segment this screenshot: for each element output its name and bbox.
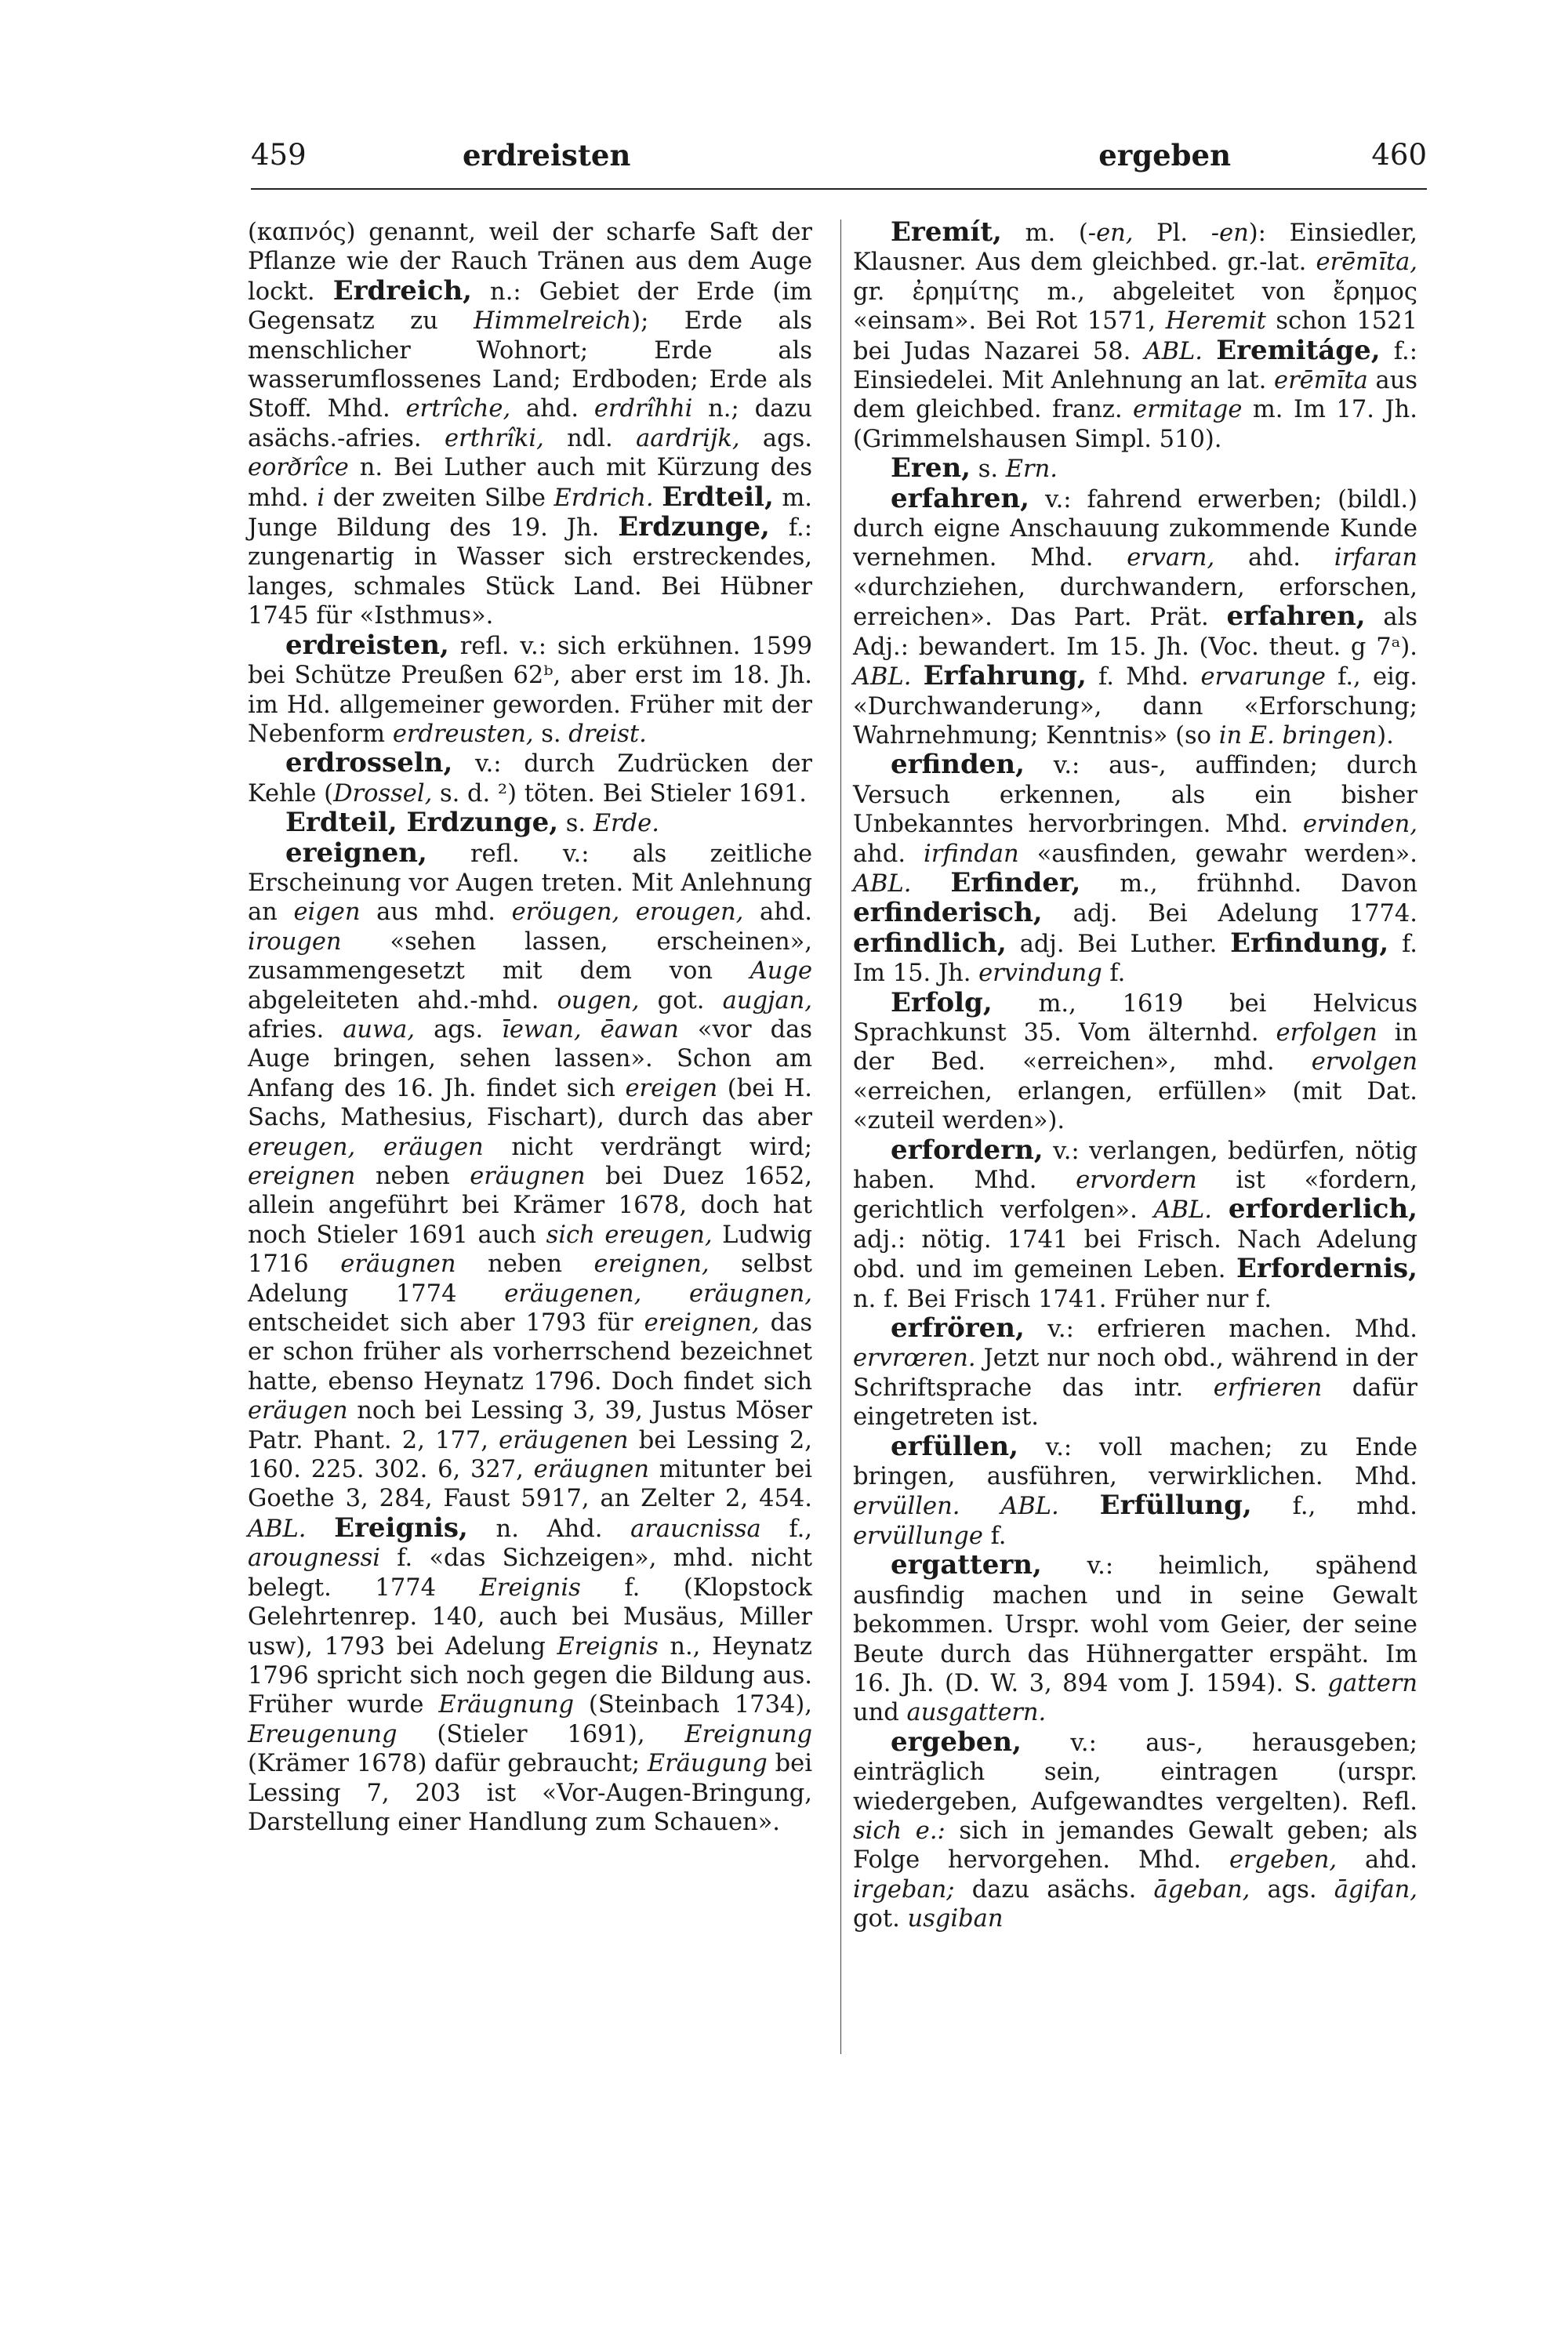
text-run: f., eig. «Durchwanderung», dann «Erforschung; Wahrnehmung; Kenntnis» (so [853,663,1417,750]
italic-run: eröugen, erougen, [511,898,744,927]
italic-run: Heremit [1165,307,1266,336]
headword: Erfinder, [950,866,1081,898]
italic-run: erfolgen [1276,1018,1377,1047]
text-run: n., Heynatz 1796 spricht sich noch gegen die Bildung aus. Früher wurde [248,1632,812,1719]
italic-run: eräugenen, eräugnen, [504,1279,812,1308]
text-run: neben [456,1250,594,1279]
left-column [248,218,812,1837]
text-run: «vor das Auge bringen, sehen lassen». Schon am Anfang des 16. Jh. findet sich [248,1015,813,1102]
italic-run: āgeban, [1153,1875,1250,1904]
column-divider [840,220,841,2054]
italic-run: erēmīta [1274,367,1368,395]
right-column [853,218,1417,1934]
text-run [1212,1196,1229,1224]
text-run: v.: durch Zudrücken der Kehle ( [248,750,812,808]
italic-run: erthrîki, [444,424,544,452]
italic-run: ervarunge [1200,663,1326,691]
text-run: ist «fordern, gerichtlich verfolgen». [853,1167,1417,1225]
entry-paragraph [853,218,1417,454]
italic-run: ervindung [978,960,1102,988]
text-run: ahd. [853,840,924,868]
italic-run: irgeban; [853,1875,955,1904]
italic-run: ABL. [1153,1196,1212,1225]
text-run: ): Einsiedler, Klausner. Aus dem gleichbed. gr.-lat. [853,220,1417,277]
text-run: got. [853,1905,908,1933]
text-run: v.: voll machen; zu Ende bringen, ausführen, verwirklichen. Mhd. [853,1433,1417,1491]
text-run: «durchziehen, durchwandern, erforschen, erreichen». Das Part. Prät. [853,573,1417,632]
headword: Eren, [891,452,971,485]
italic-run: ABL. [853,663,912,691]
italic-run: ervinden, [1302,811,1417,839]
text-run: bei Duez 1652, allein angeführt bei Krämer 1678, doch hat noch Stieler 1691 auch [248,1163,812,1249]
italic-run: ereigen [625,1074,718,1102]
italic-run: ervüllunge [853,1522,983,1550]
italic-run: Ern. [1005,456,1058,484]
page-number-right: 460 [1371,138,1427,172]
text-run: m. ( [1001,220,1088,247]
text-run: und [853,1699,907,1727]
text-run: entscheidet sich aber 1793 für [248,1309,644,1338]
text-run: f.: zungenartig in Wasser sich erstreckendes, langes, schmales Stück Land. Bei Hübner 1745 für «Isthmus». [248,514,812,630]
italic-run: ervrœren. [853,1345,976,1373]
text-run: bei Lessing 2, 160. 225. 302. 6, 327, [248,1426,812,1484]
text-run: f. [982,1522,1007,1550]
headword: Eremitáge, [1216,334,1381,366]
entry-paragraph [853,1314,1417,1432]
italic-run: ervolgen [1311,1048,1417,1076]
text-run: bei Lessing 7, 203 ist «Vor-Augen-Bringung, Darstellung einer Handlung zum Schauen». [248,1750,812,1836]
text-run: Pl. [1133,220,1211,247]
text-run: v.: erfrieren machen. Mhd. [1024,1316,1417,1344]
text-run: f. (Klopstock Gelehrtenrep. 140, auch bei Musäus, Miller usw), 1793 bei Adelung [248,1573,812,1661]
text-run: n.: Gebiet der Erde (im Gegensatz zu [248,278,812,336]
italic-run: ermitage [1133,396,1243,424]
italic-run: in E. bringen [1218,721,1377,750]
italic-run: -en, [1087,220,1134,247]
italic-run: sich ereugen, [546,1221,713,1249]
entry-paragraph [248,749,812,808]
italic-run: eorðrîce [248,454,349,482]
italic-run: irfaran [1334,544,1417,572]
italic-run: eräugnen [533,1456,649,1484]
text-run [911,870,950,898]
italic-run: Ereignis [557,1632,659,1661]
text-run: (Steinbach 1734), [574,1691,812,1719]
text-run: v.: verlangen, bedürfen, nötig haben. Mhd. [853,1137,1417,1194]
italic-run: ervüllen. [853,1493,960,1521]
text-run: «sehen lassen, erscheinen», zusammengesetzt mit dem von [248,927,812,985]
text-run: selbst Adelung 1774 [248,1250,812,1308]
headword: Erfahrung, [923,660,1087,692]
text-run: «ausfinden, gewahr werden». [1018,840,1417,868]
headword: erforderlich, [1228,1193,1417,1225]
text-run: dafür eingetreten ist. [853,1374,1417,1432]
italic-run: Himmelreich [474,307,632,336]
text-run: s. [558,810,593,838]
headword: erfüllen, [891,1430,1018,1462]
entry-paragraph [248,218,812,631]
italic-run: Ereugenung [248,1720,397,1748]
italic-run: usgiban [907,1905,1004,1933]
text-run: got. [639,986,723,1014]
italic-run: ereignen [248,1163,356,1190]
text-run: ahd. [1214,544,1334,572]
headword: Erdteil, [662,481,774,513]
headword: Erfordernis, [1236,1253,1417,1285]
italic-run: i [317,484,325,512]
text-run: (Krämer 1678) dafür gebraucht; [248,1750,648,1778]
italic-run: araucnissa [630,1515,761,1543]
text-run: das er schon früher als vorherrschend bezeichnet hatte, ebenso Heynatz 1796. Doch findet sich [248,1309,812,1396]
text-run: aus mhd. [360,898,512,927]
page-number-left: 459 [251,138,307,172]
text-run: adj.: nötig. 1741 bei Frisch. Nach Adelung obd. und im gemeinen Leben. [853,1225,1417,1284]
text-run: f. [1102,960,1126,988]
headword: Erfüllung, [1099,1490,1252,1522]
italic-run: auwa, [343,1015,416,1044]
italic-run: Auge [750,957,812,985]
text-run: ); Erde als menschlicher Wohnort; Erde als wasserumflossenes Land; Erdboden; Erde als Stoff. Mhd. [248,307,812,423]
text-run: adj. Bei Adelung 1774. [1042,900,1417,928]
entry-paragraph [248,839,812,1838]
italic-run: ABL. [1000,1493,1059,1521]
italic-run: eräugnen [470,1163,586,1190]
italic-run: ausgattern. [906,1699,1047,1727]
text-run: s. [971,456,1006,484]
text-run: dazu asächs. [954,1875,1154,1904]
text-run: v.: fahrend erwerben; (bildl.) durch eigne Anschauung zukommende Kunde vernehmen. Mhd. [853,485,1417,572]
italic-run: īewan, ēawan [502,1015,679,1044]
italic-run: ervarn, [1127,544,1215,572]
text-run: noch bei Lessing 3, 39, Justus Möser Patr. Phant. 2, 177, [248,1397,812,1454]
headword: erdrosseln, [285,747,453,779]
italic-run: Eräugnung [438,1691,575,1719]
text-run: afries. [248,1015,343,1044]
italic-run: ereignen, [593,1250,710,1279]
text-run [1203,338,1216,365]
text-run [911,663,923,691]
italic-run: eräugen [248,1397,348,1425]
text-run [306,1515,334,1543]
italic-run: Ereignung [684,1720,812,1748]
text-run: v.: aus-, herausgeben; einträglich sein, eintragen (urspr. wiedergeben, Aufgewandtes vergelten). Refl. [853,1729,1417,1816]
text-run: s. [533,720,569,748]
italic-run: aardrijk, [636,424,740,452]
text-run: m., frühnhd. Davon [1080,869,1417,898]
text-run [960,1493,1000,1520]
text-run: schon 1521 bei Judas Nazarei 58. [853,307,1417,365]
text-run: (καπνός) genannt, weil der scharfe Saft der Pflanze wie der Rauch Tränen aus dem Auge lockt. [248,219,812,306]
text-run: Ludwig 1716 [248,1221,812,1279]
entry-paragraph [853,1432,1417,1552]
italic-run: Eräugung [647,1750,768,1778]
headword: ergeben, [891,1726,1022,1758]
headword: erfordern, [891,1134,1044,1166]
text-run: (Stieler 1691), [397,1720,685,1748]
headword: Erdzunge, [618,511,770,543]
italic-run: dreist. [568,720,647,748]
headword: Erfindung, [1230,927,1389,959]
headword: erfrören, [891,1312,1025,1345]
text-run: ahd. [1337,1846,1417,1875]
text-run: f., mhd. [1251,1493,1417,1521]
headword: erfinderisch, [853,897,1043,929]
text-run: v.: aus-, auffinden; durch Versuch erkennen, als ein bisher Unbekanntes hervorbringen. Mhd. [853,752,1417,839]
text-run [1059,1493,1100,1520]
entry-paragraph [248,808,812,838]
italic-run: Erdrich. [554,484,654,512]
text-run: gr. ἐρημίτης m., abgeleitet von ἔρημος «einsam». Bei Rot 1571, [853,278,1417,336]
text-run: f. Mhd. [1086,663,1201,691]
italic-run: sich e.: [853,1817,946,1845]
italic-run: augjan, [722,986,812,1014]
text-run: ndl. [543,424,637,452]
text-run: (bei H. Sachs, Mathesius, Fischart), durch das aber [248,1074,812,1132]
text-run: v.: heimlich, spähend ausfindig machen und in seine Gewalt bekommen. Urspr. wohl vom Geier, der seine Beute durch das Hühnergatter erspäht. Im 16. Jh. (D. W. 3, 894 vom J. 1594). S. [853,1552,1417,1697]
text-run: f.: Einsiedelei. Mit Anlehnung an lat. [853,337,1417,395]
italic-run: -en [1210,220,1249,247]
running-head-right: ergeben [1098,138,1231,172]
text-run: ags. [415,1015,503,1044]
entry-paragraph [853,454,1417,484]
text-run: ags. [1250,1875,1334,1904]
italic-run: irougen [248,927,342,956]
running-head-left: erdreisten [463,138,631,172]
italic-run: ertrîche, [405,395,511,423]
entry-paragraph [853,482,1417,751]
headword: Erfolg, [891,986,993,1018]
text-run: als Adj.: bewandert. Im 15. Jh. (Voc. theut. g 7ᵃ). [853,604,1417,661]
entry-paragraph [853,1551,1417,1727]
text-run: in der Bed. «erreichen», mhd. [853,1018,1417,1076]
entry-paragraph [853,1728,1417,1934]
page-header [251,138,1427,185]
entry-paragraph [853,986,1417,1136]
entry-paragraph [853,750,1417,988]
text-run: Jetzt nur noch obd., während in der Schriftsprache das intr. [853,1345,1417,1402]
headword: erfahren, [891,482,1030,514]
italic-run: ougen, [557,986,640,1014]
text-run: n. Bei Luther auch mit Kürzung des mhd. [248,454,812,512]
entry-paragraph [248,631,812,750]
italic-run: ereignen, [644,1309,760,1338]
headword: erfinden, [891,749,1025,781]
text-run: abgeleiteten ahd.-mhd. [248,986,557,1014]
headword: Ereignis, [334,1512,468,1544]
italic-run: erēmīta, [1316,249,1417,277]
text-run: «erreichen, erlangen, erfüllen» (mit Dat. «zuteil werden»). [853,1077,1417,1135]
text-run: refl. v.: sich erkühnen. 1599 bei Schütze Preußen 62ᵇ, aber erst im 18. Jh. im Hd. allgemeiner geworden. Früher mit der Nebenform [248,632,812,748]
text-run: refl. v.: als zeitliche Erscheinung vor Augen treten. Mit Anlehnung an [248,840,812,927]
italic-run: ereugen, eräugen [248,1133,484,1161]
italic-run: Drossel, [333,779,433,808]
italic-run: erfrieren [1213,1374,1323,1402]
headword: Erdteil, Erdzunge, [285,807,559,839]
italic-run: gattern [1327,1669,1417,1697]
text-run: m. Im 17. Jh. (Grimmelshausen Simpl. 510). [853,396,1417,453]
italic-run: eräugnen [340,1250,456,1279]
text-run: n.; dazu asächs.-afries. [248,395,812,452]
italic-run: eigen [293,898,361,927]
text-run: f., [760,1515,812,1543]
italic-run: ABL. [248,1515,307,1543]
text-run: neben [355,1163,470,1190]
italic-run: āgifan, [1334,1875,1417,1904]
text-run: adj. Bei Luther. [1006,930,1231,958]
headword: erfahren, [1226,601,1366,633]
headword: ergattern, [891,1549,1042,1581]
italic-run: erdrîhhi [593,395,693,423]
text-run: s. d. ²) töten. Bei Stieler 1691. [432,779,807,808]
headword: erdreisten, [285,629,449,661]
header-rule [251,188,1427,190]
text-run: n. Ahd. [467,1515,631,1543]
text-run: aus dem gleichbed. franz. [853,367,1417,424]
text-run: ahd. [743,898,812,927]
italic-run: erdreusten, [392,720,534,748]
text-run: ). [1377,721,1394,750]
italic-run: ergeben, [1229,1846,1338,1875]
text-run: m. Junge Bildung des 19. Jh. [248,484,812,543]
entry-paragraph [853,1136,1417,1314]
text-run: m., 1619 bei Helvicus Sprachkunst 35. Vom älternhd. [853,989,1417,1047]
text-run: sich in jemandes Gewalt geben; als Folge hervorgehen. Mhd. [853,1817,1417,1875]
text-run: ags. [739,424,812,452]
text-run: der zweiten Silbe [325,484,554,512]
text-run: n. f. Bei Frisch 1741. Früher nur f. [853,1285,1272,1313]
italic-run: Erde. [593,810,659,838]
text-run: mitunter bei Goethe 3, 284, Faust 5917, an Zelter 2, 454. [248,1456,813,1513]
italic-run: ABL. [1144,337,1203,365]
headword: Erdreich, [332,274,473,307]
headword: ereignen, [285,837,427,869]
italic-run: eräugenen [499,1426,629,1454]
text-run: f. Im 15. Jh. [853,930,1417,988]
italic-run: ervordern [1076,1167,1197,1194]
text-run: ahd. [510,395,594,423]
italic-run: ABL. [853,869,912,898]
italic-run: irfindan [924,840,1019,868]
text-run: nicht verdrängt wird; [483,1133,813,1161]
headword: erfindlich, [853,927,1007,959]
italic-run: arougnessi [248,1544,381,1573]
italic-run: Ereignis [479,1573,581,1602]
text-run: f. «das Sichzeigen», mhd. nicht belegt. 1774 [248,1544,812,1602]
text-run [654,485,662,512]
headword: Eremít, [891,216,1002,248]
